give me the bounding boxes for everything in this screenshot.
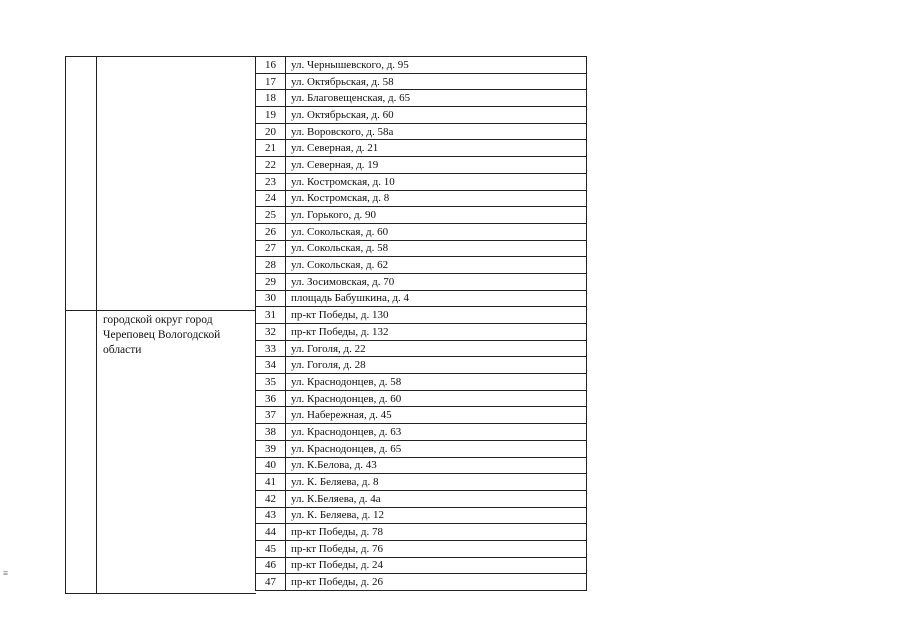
row-address: ул. Гоголя, д. 28 — [286, 357, 587, 374]
table-row — [256, 524, 587, 541]
district-line-1: городской округ город — [103, 314, 213, 326]
district-line-3: области — [103, 344, 142, 356]
table-row — [256, 140, 587, 157]
row-address: ул. Краснодонцев, д. 58 — [286, 374, 587, 391]
address-table — [255, 56, 587, 591]
table-row — [256, 424, 587, 441]
row-number: 31 — [256, 307, 286, 324]
district-name — [103, 313, 253, 358]
row-address: ул. Краснодонцев, д. 65 — [286, 440, 587, 457]
row-address: ул. К. Беляева, д. 8 — [286, 474, 587, 491]
district-line-2: Череповец Вологодской — [103, 329, 221, 341]
row-address: ул. Набережная, д. 45 — [286, 407, 587, 424]
row-address: ул. Зосимовская, д. 70 — [286, 273, 587, 290]
table-row — [256, 157, 587, 174]
table-row — [256, 474, 587, 491]
row-address: ул. Воровского, д. 58а — [286, 123, 587, 140]
table-row — [256, 574, 587, 591]
row-address: пр-кт Победы, д. 78 — [286, 524, 587, 541]
table-row — [256, 540, 587, 557]
row-address: ул. Костромская, д. 10 — [286, 173, 587, 190]
table-bottom-border — [65, 593, 256, 594]
row-number: 43 — [256, 507, 286, 524]
row-number: 35 — [256, 374, 286, 391]
row-number: 19 — [256, 107, 286, 124]
table-row — [256, 223, 587, 240]
table-top-border — [65, 56, 256, 57]
row-number: 29 — [256, 273, 286, 290]
row-address: пр-кт Победы, д. 130 — [286, 307, 587, 324]
table-row — [256, 73, 587, 90]
row-address: ул. Сокольская, д. 60 — [286, 223, 587, 240]
row-number: 28 — [256, 257, 286, 274]
row-number: 20 — [256, 123, 286, 140]
row-address: ул. К. Беляева, д. 12 — [286, 507, 587, 524]
table-row — [256, 507, 587, 524]
row-address: ул. Благовещенская, д. 65 — [286, 90, 587, 107]
row-address: ул. Северная, д. 19 — [286, 157, 587, 174]
table-row — [256, 190, 587, 207]
row-number: 46 — [256, 557, 286, 574]
table-row — [256, 290, 587, 307]
table-row — [256, 357, 587, 374]
row-number: 27 — [256, 240, 286, 257]
row-number: 34 — [256, 357, 286, 374]
row-number: 21 — [256, 140, 286, 157]
row-address: ул. К.Белова, д. 43 — [286, 457, 587, 474]
row-address: пр-кт Победы, д. 76 — [286, 540, 587, 557]
table-column-divider — [96, 56, 97, 594]
row-address: ул. Чернышевского, д. 95 — [286, 57, 587, 74]
row-number: 40 — [256, 457, 286, 474]
row-address: ул. Сокольская, д. 58 — [286, 240, 587, 257]
row-number: 22 — [256, 157, 286, 174]
row-address: ул. Северная, д. 21 — [286, 140, 587, 157]
row-address: пр-кт Победы, д. 26 — [286, 574, 587, 591]
row-address: ул. Октябрьская, д. 60 — [286, 107, 587, 124]
row-address: ул. К.Беляева, д. 4а — [286, 490, 587, 507]
table-row — [256, 123, 587, 140]
row-number: 45 — [256, 540, 286, 557]
row-number: 30 — [256, 290, 286, 307]
table-row — [256, 273, 587, 290]
row-number: 42 — [256, 490, 286, 507]
table-row — [256, 390, 587, 407]
row-number: 38 — [256, 424, 286, 441]
table-row — [256, 57, 587, 74]
edge-mark: ≡ — [3, 568, 9, 578]
table-row — [256, 557, 587, 574]
table-row — [256, 490, 587, 507]
row-address: ул. Сокольская, д. 62 — [286, 257, 587, 274]
row-address: пр-кт Победы, д. 24 — [286, 557, 587, 574]
row-address: ул. Гоголя, д. 22 — [286, 340, 587, 357]
table-row — [256, 257, 587, 274]
row-number: 36 — [256, 390, 286, 407]
row-number: 44 — [256, 524, 286, 541]
row-address: ул. Горького, д. 90 — [286, 207, 587, 224]
row-address: пр-кт Победы, д. 132 — [286, 324, 587, 341]
table-row — [256, 90, 587, 107]
table-row — [256, 240, 587, 257]
row-number: 47 — [256, 574, 286, 591]
row-number: 16 — [256, 57, 286, 74]
table-left-border — [65, 56, 66, 594]
row-number: 17 — [256, 73, 286, 90]
district-group-divider — [65, 310, 256, 311]
table-row — [256, 173, 587, 190]
row-address: площадь Бабушкина, д. 4 — [286, 290, 587, 307]
table-row — [256, 374, 587, 391]
row-address: ул. Октябрьская, д. 58 — [286, 73, 587, 90]
row-address: ул. Костромская, д. 8 — [286, 190, 587, 207]
table-row — [256, 457, 587, 474]
row-number: 32 — [256, 324, 286, 341]
row-number: 39 — [256, 440, 286, 457]
row-number: 25 — [256, 207, 286, 224]
row-number: 18 — [256, 90, 286, 107]
row-address: ул. Краснодонцев, д. 63 — [286, 424, 587, 441]
row-number: 41 — [256, 474, 286, 491]
row-number: 26 — [256, 223, 286, 240]
row-number: 24 — [256, 190, 286, 207]
row-number: 33 — [256, 340, 286, 357]
row-address: ул. Краснодонцев, д. 60 — [286, 390, 587, 407]
table-row — [256, 207, 587, 224]
table-row — [256, 324, 587, 341]
table-row — [256, 440, 587, 457]
table-row — [256, 340, 587, 357]
table-row — [256, 407, 587, 424]
table-row — [256, 307, 587, 324]
table-row — [256, 107, 587, 124]
row-number: 37 — [256, 407, 286, 424]
row-number: 23 — [256, 173, 286, 190]
